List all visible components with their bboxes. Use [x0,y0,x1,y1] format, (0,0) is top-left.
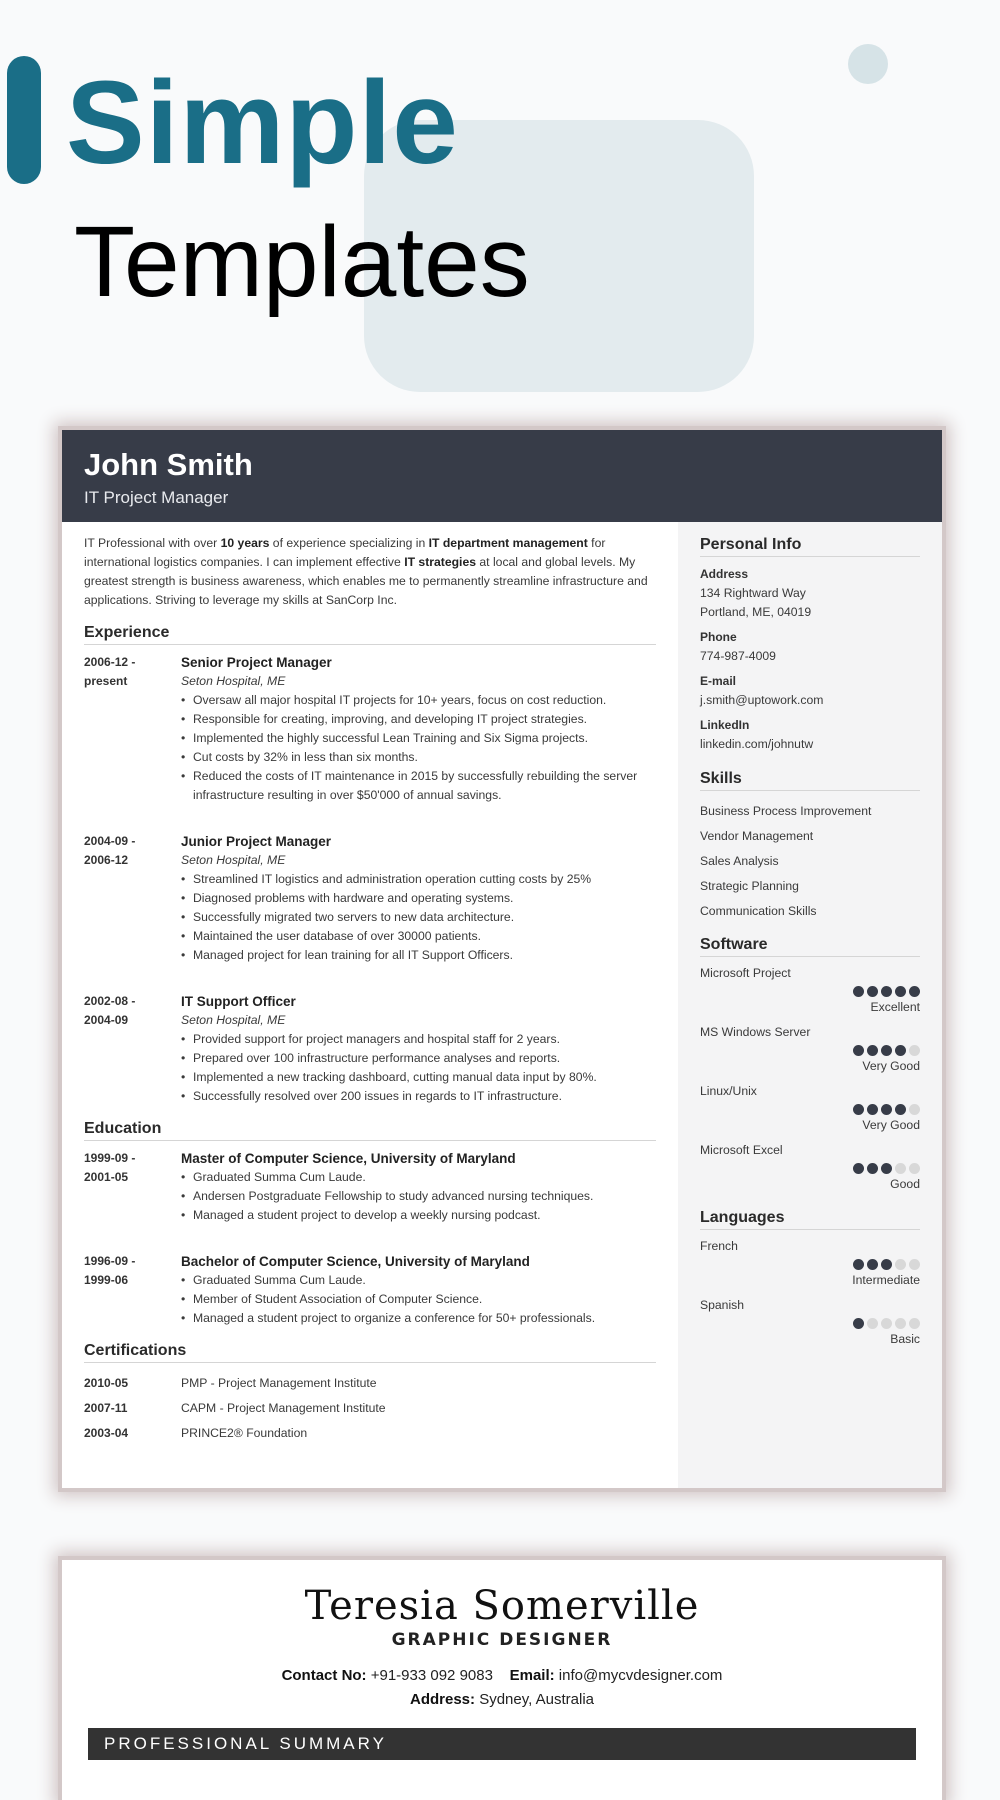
software-level: Very Good [862,1118,920,1132]
software-item [700,1142,920,1193]
hero-subtitle: Templates [74,206,530,318]
resume-template-card-1[interactable] [62,430,942,1488]
certification-row [84,1371,656,1396]
bullet-item: • Managed a student project to organize a conference for 50+ professionals. [193,1309,656,1328]
certification-name: PRINCE2® Foundation [181,1426,308,1440]
education-date [84,1252,181,1328]
experience-body [181,992,656,1106]
bullet-item: • Successfully resolved over 200 issues in regards to IT infrastructure. [193,1087,656,1106]
resume2-name: Teresia Somerville [304,1583,700,1629]
rating-dot-empty [867,1318,878,1329]
software-level: Good [890,1177,920,1191]
experience-entry [84,992,656,1106]
professional-summary-band: PROFESSIONAL SUMMARY [88,1728,916,1760]
certification-row [84,1396,656,1421]
resume-job-title: IT Project Manager [84,488,229,508]
skill-item: Vendor Management [700,829,814,843]
software-heading: Software [700,936,920,957]
rating-dot-filled [853,986,864,997]
software-name: MS Windows Server [700,1025,811,1039]
software-name: Linux/Unix [700,1084,757,1098]
software-list [700,965,920,1193]
software-level: Excellent [870,1000,920,1014]
experience-bullets [181,870,656,965]
rating-dot-empty [909,1259,920,1270]
certification-name: CAPM - Project Management Institute [181,1401,386,1415]
date-end: present [84,674,128,688]
skill-item: Strategic Planning [700,879,799,893]
rating-dot-empty [895,1318,906,1329]
experience-body [181,832,656,965]
software-item [700,965,920,1016]
rating-dot-filled [895,1045,906,1056]
decorative-dot [848,44,888,84]
resume-main-column [62,522,678,1488]
personal-info-heading: Personal Info [700,536,920,557]
experience-date [84,653,181,805]
resume-header [62,430,942,522]
bullet-item: • Implemented a new tracking dashboard, cutting manual data input by 80%. [193,1068,656,1087]
summary-emphasis: IT department management [428,536,588,550]
resume-template-card-2[interactable] [62,1560,942,1800]
rating-dot-filled [853,1318,864,1329]
language-name: French [700,1239,738,1253]
rating-dot-empty [881,1318,892,1329]
rating-dot-empty [895,1163,906,1174]
personal-info-label: E-mail [700,674,737,688]
rating-dot-filled [867,1259,878,1270]
education-role: Bachelor of Computer Science, University of Maryland [181,1254,530,1269]
bullet-item: • Graduated Summa Cum Laude. [193,1168,656,1187]
date-end: 1999-06 [84,1273,129,1287]
summary-emphasis: IT strategies [404,555,477,569]
bullet-item: • Diagnosed problems with hardware and operating systems. [193,889,656,908]
rating-dot-filled [867,1045,878,1056]
contact-value: +91-933 092 9083 [370,1667,493,1684]
accent-bar [7,56,41,184]
experience-entry [84,653,656,805]
language-item [700,1297,920,1348]
experience-list [84,653,656,1106]
experience-role: IT Support Officer [181,994,296,1009]
personal-info-label: Phone [700,630,737,644]
languages-heading: Languages [700,1209,920,1230]
rating-dot-filled [881,986,892,997]
software-name: Microsoft Project [700,966,791,980]
resume-sidebar [678,522,942,1488]
education-bullets [181,1271,656,1328]
experience-organization: Seton Hospital, ME [181,853,286,867]
skill-item: Sales Analysis [700,854,779,868]
bullet-item: • Prepared over 100 infrastructure performance analyses and reports. [193,1049,656,1068]
education-heading: Education [84,1120,656,1141]
rating-dot-filled [895,1104,906,1115]
rating-dot-empty [895,1259,906,1270]
summary-emphasis: 10 years [220,536,270,550]
bullet-item: • Managed a student project to develop a weekly nursing podcast. [193,1206,656,1225]
bullet-item: • Maintained the user database of over 30000 patients. [193,927,656,946]
bullet-item: • Implemented the highly successful Lean Training and Six Sigma projects. [193,729,656,748]
rating-dot-filled [867,1163,878,1174]
bullet-item: • Reduced the costs of IT maintenance in 2015 by successfully rebuilding the server infrastructure resulting in over $50'000 of annual savings. [193,767,656,805]
languages-list [700,1238,920,1348]
rating-dots [700,1318,920,1331]
address-value: Sydney, Australia [479,1691,594,1708]
experience-body [181,653,656,805]
language-name: Spanish [700,1298,745,1312]
personal-info-label: LinkedIn [700,718,750,732]
skills-heading: Skills [700,770,920,791]
education-date [84,1149,181,1225]
experience-organization: Seton Hospital, ME [181,674,286,688]
rating-dot-filled [895,986,906,997]
experience-heading: Experience [84,624,656,645]
bullet-item: • Graduated Summa Cum Laude. [193,1271,656,1290]
personal-info-value: j.smith@uptowork.com [700,693,824,707]
software-item [700,1024,920,1075]
experience-role: Senior Project Manager [181,655,332,670]
resume-name: John Smith [84,447,253,482]
rating-dot-filled [881,1104,892,1115]
personal-info-value: 774-987-4009 [700,649,776,663]
certification-row [84,1421,656,1446]
rating-dot-empty [909,1045,920,1056]
date-end: 2006-12 [84,853,129,867]
skill-item: Business Process Improvement [700,804,872,818]
date-start: 1996-09 - [84,1254,136,1268]
rating-dot-filled [853,1163,864,1174]
education-entry [84,1149,656,1225]
bullet-item: • Managed project for lean training for all IT Support Officers. [193,946,656,965]
education-role: Master of Computer Science, University of Maryland [181,1151,516,1166]
date-start: 2004-09 - [84,834,136,848]
software-item [700,1083,920,1134]
bullet-item: • Cut costs by 32% in less than six months. [193,748,656,767]
personal-info-list [700,565,920,754]
rating-dot-filled [881,1163,892,1174]
hero-title: Simple [66,57,459,189]
certification-date: 2010-05 [84,1376,129,1390]
education-body [181,1252,656,1328]
bullet-item: • Responsible for creating, improving, and developing IT project strategies. [193,710,656,729]
resume2-role: GRAPHIC DESIGNER [391,1630,613,1650]
rating-dot-empty [909,1163,920,1174]
date-start: 1999-09 - [84,1151,136,1165]
experience-entry [84,832,656,965]
email-label: Email: [509,1667,555,1684]
date-end: 2004-09 [84,1013,129,1027]
email-value: info@mycvdesigner.com [558,1667,723,1684]
language-item [700,1238,920,1289]
rating-dots [700,1045,920,1058]
experience-date [84,832,181,965]
experience-role: Junior Project Manager [181,834,332,849]
personal-info-label: Address [700,567,749,581]
bullet-item: • Oversaw all major hospital IT projects for 10+ years, focus on cost reduction. [193,691,656,710]
rating-dot-filled [867,986,878,997]
rating-dot-empty [909,1104,920,1115]
experience-bullets [181,691,656,805]
education-list [84,1149,656,1328]
bullet-item: • Streamlined IT logistics and administration operation cutting costs by 25% [193,870,656,889]
language-level: Intermediate [852,1273,920,1287]
rating-dot-filled [909,986,920,997]
personal-info-value: linkedin.com/johnutw [700,737,814,751]
rating-dots [700,1259,920,1272]
certification-date: 2003-04 [84,1426,129,1440]
experience-organization: Seton Hospital, ME [181,1013,286,1027]
date-start: 2002-08 - [84,994,136,1008]
skill-item: Communication Skills [700,904,817,918]
language-level: Basic [890,1332,920,1346]
rating-dots [700,986,920,999]
certifications-heading: Certifications [84,1342,656,1363]
experience-date [84,992,181,1106]
rating-dot-empty [909,1318,920,1329]
certification-date: 2007-11 [84,1401,128,1415]
skills-list [700,799,920,924]
rating-dots [700,1163,920,1176]
bullet-item: • Successfully migrated two servers to new data architecture. [193,908,656,927]
contact-label: Contact No: [281,1667,367,1684]
rating-dot-filled [853,1045,864,1056]
personal-info-value: 134 Rightward Way Portland, ME, 04019 [700,586,812,619]
rating-dots [700,1104,920,1117]
certifications-list [84,1371,656,1446]
resume2-contact-line [62,1664,942,1712]
address-label: Address: [410,1691,476,1708]
software-name: Microsoft Excel [700,1143,783,1157]
rating-dot-filled [881,1045,892,1056]
resume-summary: IT Professional with over 10 years of experience specializing in IT department management for international logistics companies. I can implement effective IT strategies at local and global levels. My greatest strength is business awareness, which enables me to permanently streamline infrastructure and applications. Striving to leverage my skills at SanCorp Inc. [84,536,648,607]
date-start: 2006-12 - [84,655,136,669]
date-end: 2001-05 [84,1170,129,1184]
software-level: Very Good [862,1059,920,1073]
rating-dot-filled [853,1104,864,1115]
education-entry [84,1252,656,1328]
rating-dot-filled [881,1259,892,1270]
experience-bullets [181,1030,656,1106]
rating-dot-filled [853,1259,864,1270]
bullet-item: • Member of Student Association of Computer Science. [193,1290,656,1309]
education-body [181,1149,656,1225]
bullet-item: • Andersen Postgraduate Fellowship to study advanced nursing techniques. [193,1187,656,1206]
bullet-item: • Provided support for project managers and hospital staff for 2 years. [193,1030,656,1049]
certification-name: PMP - Project Management Institute [181,1376,377,1390]
education-bullets [181,1168,656,1225]
rating-dot-filled [867,1104,878,1115]
